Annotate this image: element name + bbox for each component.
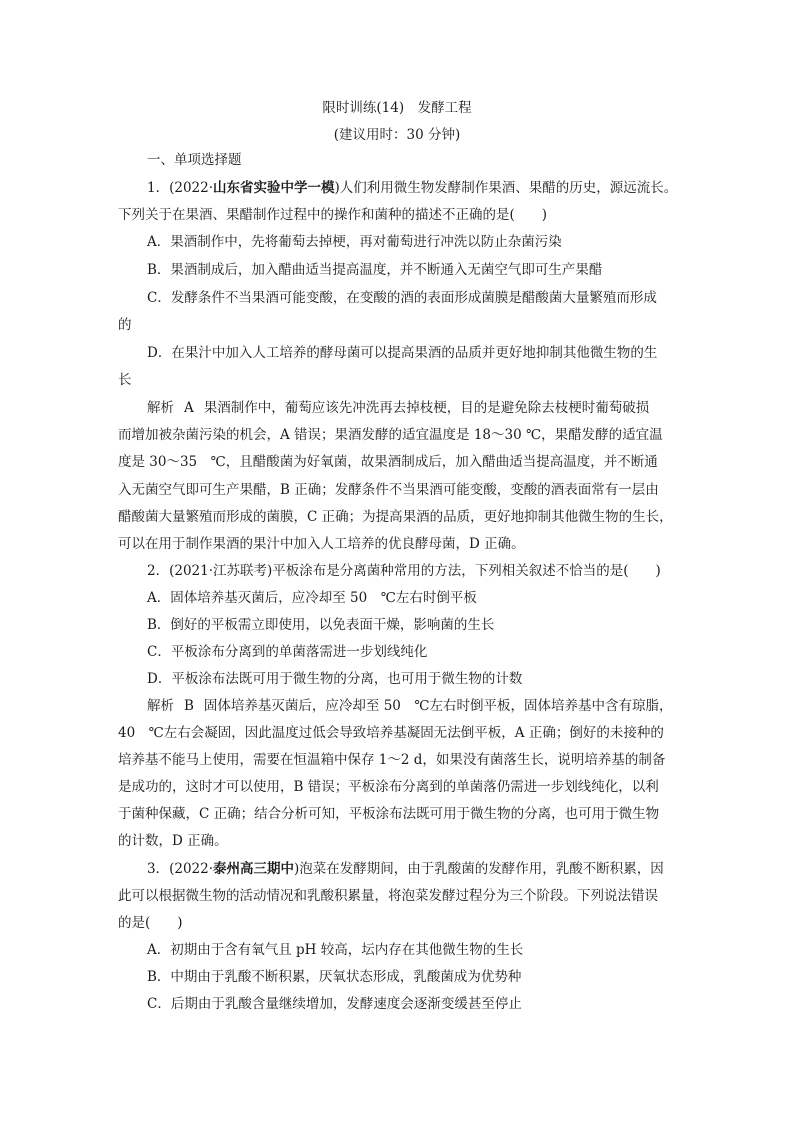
q2-option-b: B．倒好的平板需立即使用，以免表面干燥，影响菌的生长: [147, 617, 495, 633]
q1-analysis-line6: 可以在用于制作果酒的果汁中加入人工培养的优良酵母菌，D 正确。: [118, 536, 525, 552]
q3-stem-line2: 此可以根据微生物的活动情况和乳酸积累量，将泡菜发酵过程分为三个阶段。下列说法错误: [118, 888, 658, 904]
q1-analysis-line1: [147, 400, 649, 416]
q1-number: 1．(2022·: [147, 180, 214, 196]
section-heading: 一、单项选择题: [147, 152, 242, 168]
q1-analysis-line5: 醋酸菌大量繁殖而形成的菌膜，C 正确；为提高果酒的品质，更好地抑制其他微生物的生长，: [118, 509, 673, 525]
q1-stem-line2: 下列关于在果酒、果醋制作过程中的操作和菌种的描述不正确的是( ): [118, 207, 548, 223]
q3-source: 泰州高三期中: [213, 861, 295, 877]
q1-option-d: D．在果汁中加入人工培养的酵母菌可以提高果酒的品质并更好地抑制其他微生物的生: [147, 345, 658, 361]
q3-option-c: C．后期由于乳酸含量继续增加，发酵速度会逐渐变缓甚至停止: [147, 996, 522, 1012]
q1-answer: A: [184, 400, 194, 416]
q1-analysis-text1: 果酒制作中，葡萄应该先冲洗再去掉枝梗，目的是避免除去枝梗时葡萄破损: [203, 400, 650, 416]
q1-analysis-line4: 入无菌空气即可生产果醋，B 正确；发酵条件不当果酒可能变酸，变酸的酒表面常有一层由: [118, 482, 659, 498]
q2-answer: B: [184, 698, 194, 714]
page-title: 限时训练(14) 发酵工程: [322, 100, 472, 116]
q3-stem-text: )泡菜在发酵期间，由于乳酸菌的发酵作用，乳酸不断积累，因: [294, 861, 664, 877]
q2-stem: 2．(2021·江苏联考)平板涂布是分离菌种常用的方法，下列相关叙述不恰当的是( ): [147, 563, 661, 579]
q1-option-b: B．果酒制成后，加入醋曲适当提高温度，并不断通入无菌空气即可生产果醋: [147, 262, 603, 278]
q3-option-b: B．中期由于乳酸不断积累，厌氧状态形成，乳酸菌成为优势种: [147, 969, 522, 985]
q2-analysis-text1: 固体培养基灭菌后，应冷却至 50 ℃左右时倒平板，固体培养基中含有琼脂，: [203, 698, 673, 714]
q3-stem-line3: 的是( ): [118, 915, 183, 931]
q2-option-c: C．平板涂布分离到的单菌落需进一步划线纯化: [147, 644, 428, 660]
q2-option-d: D．平板涂布法既可用于微生物的分离，也可用于微生物的计数: [147, 671, 523, 687]
q1-stem-text: )人们利用微生物发酵制作果酒、果醋的历史，源远流长。: [334, 180, 678, 196]
q1-stem-line1: [147, 180, 677, 196]
q2-analysis-line1: [147, 698, 673, 714]
q3-number: 3．(2022·: [147, 861, 214, 877]
q2-analysis-line2: 40 ℃左右会凝固，因此温度过低会导致培养基凝固无法倒平板，A 正确；倒好的未接种的: [118, 725, 664, 741]
time-suggestion: (建议用时：30 分钟): [333, 127, 461, 143]
q1-option-c: C．发酵条件不当果酒可能变酸，在变酸的酒的表面形成菌膜是醋酸菌大量繁殖而形成: [147, 290, 657, 306]
q3-option-a: A．初期由于含有氧气且 pH 较高，坛内存在其他微生物的生长: [147, 942, 524, 958]
q1-analysis-line3: 度是 30～35 ℃，且醋酸菌为好氧菌，故果酒制成后，加入醋曲适当提高温度，并不断通: [118, 454, 658, 470]
q2-option-a: A．固体培养基灭菌后，应冷却至 50 ℃左右时倒平板: [147, 590, 477, 606]
q1-option-c-cont: 的: [118, 317, 132, 333]
q2-analysis-line3: 培养基不能马上使用，需要在恒温箱中保存 1～2 d，如果没有菌落生长，说明培养基的制备: [118, 752, 666, 768]
q1-option-a: A．果酒制作中，先将葡萄去掉梗，再对葡萄进行冲洗以防止杂菌污染: [147, 234, 562, 250]
q1-analysis-line2: 而增加被杂菌污染的机会，A 错误；果酒发酵的适宜温度是 18～30 ℃，果醋发酵的适宜温: [118, 427, 663, 443]
q2-analysis-line6: 的计数，D 正确。: [118, 833, 228, 849]
q2-analysis-line5: 于菌种保藏，C 正确；结合分析可知，平板涂布法既可用于微生物的分离，也可用于微生物: [118, 806, 660, 822]
q3-stem-line1: [147, 861, 664, 877]
q2-analysis-line4: 是成功的，这时才可以使用，B 错误；平板涂布分离到的单菌落仍需进一步划线纯化，以利: [118, 779, 659, 795]
q2-analysis-label: 解析: [147, 698, 174, 714]
q1-source: 山东省实验中学一模: [213, 180, 335, 196]
q1-analysis-label: 解析: [147, 400, 174, 416]
q1-option-d-cont: 长: [118, 372, 132, 388]
